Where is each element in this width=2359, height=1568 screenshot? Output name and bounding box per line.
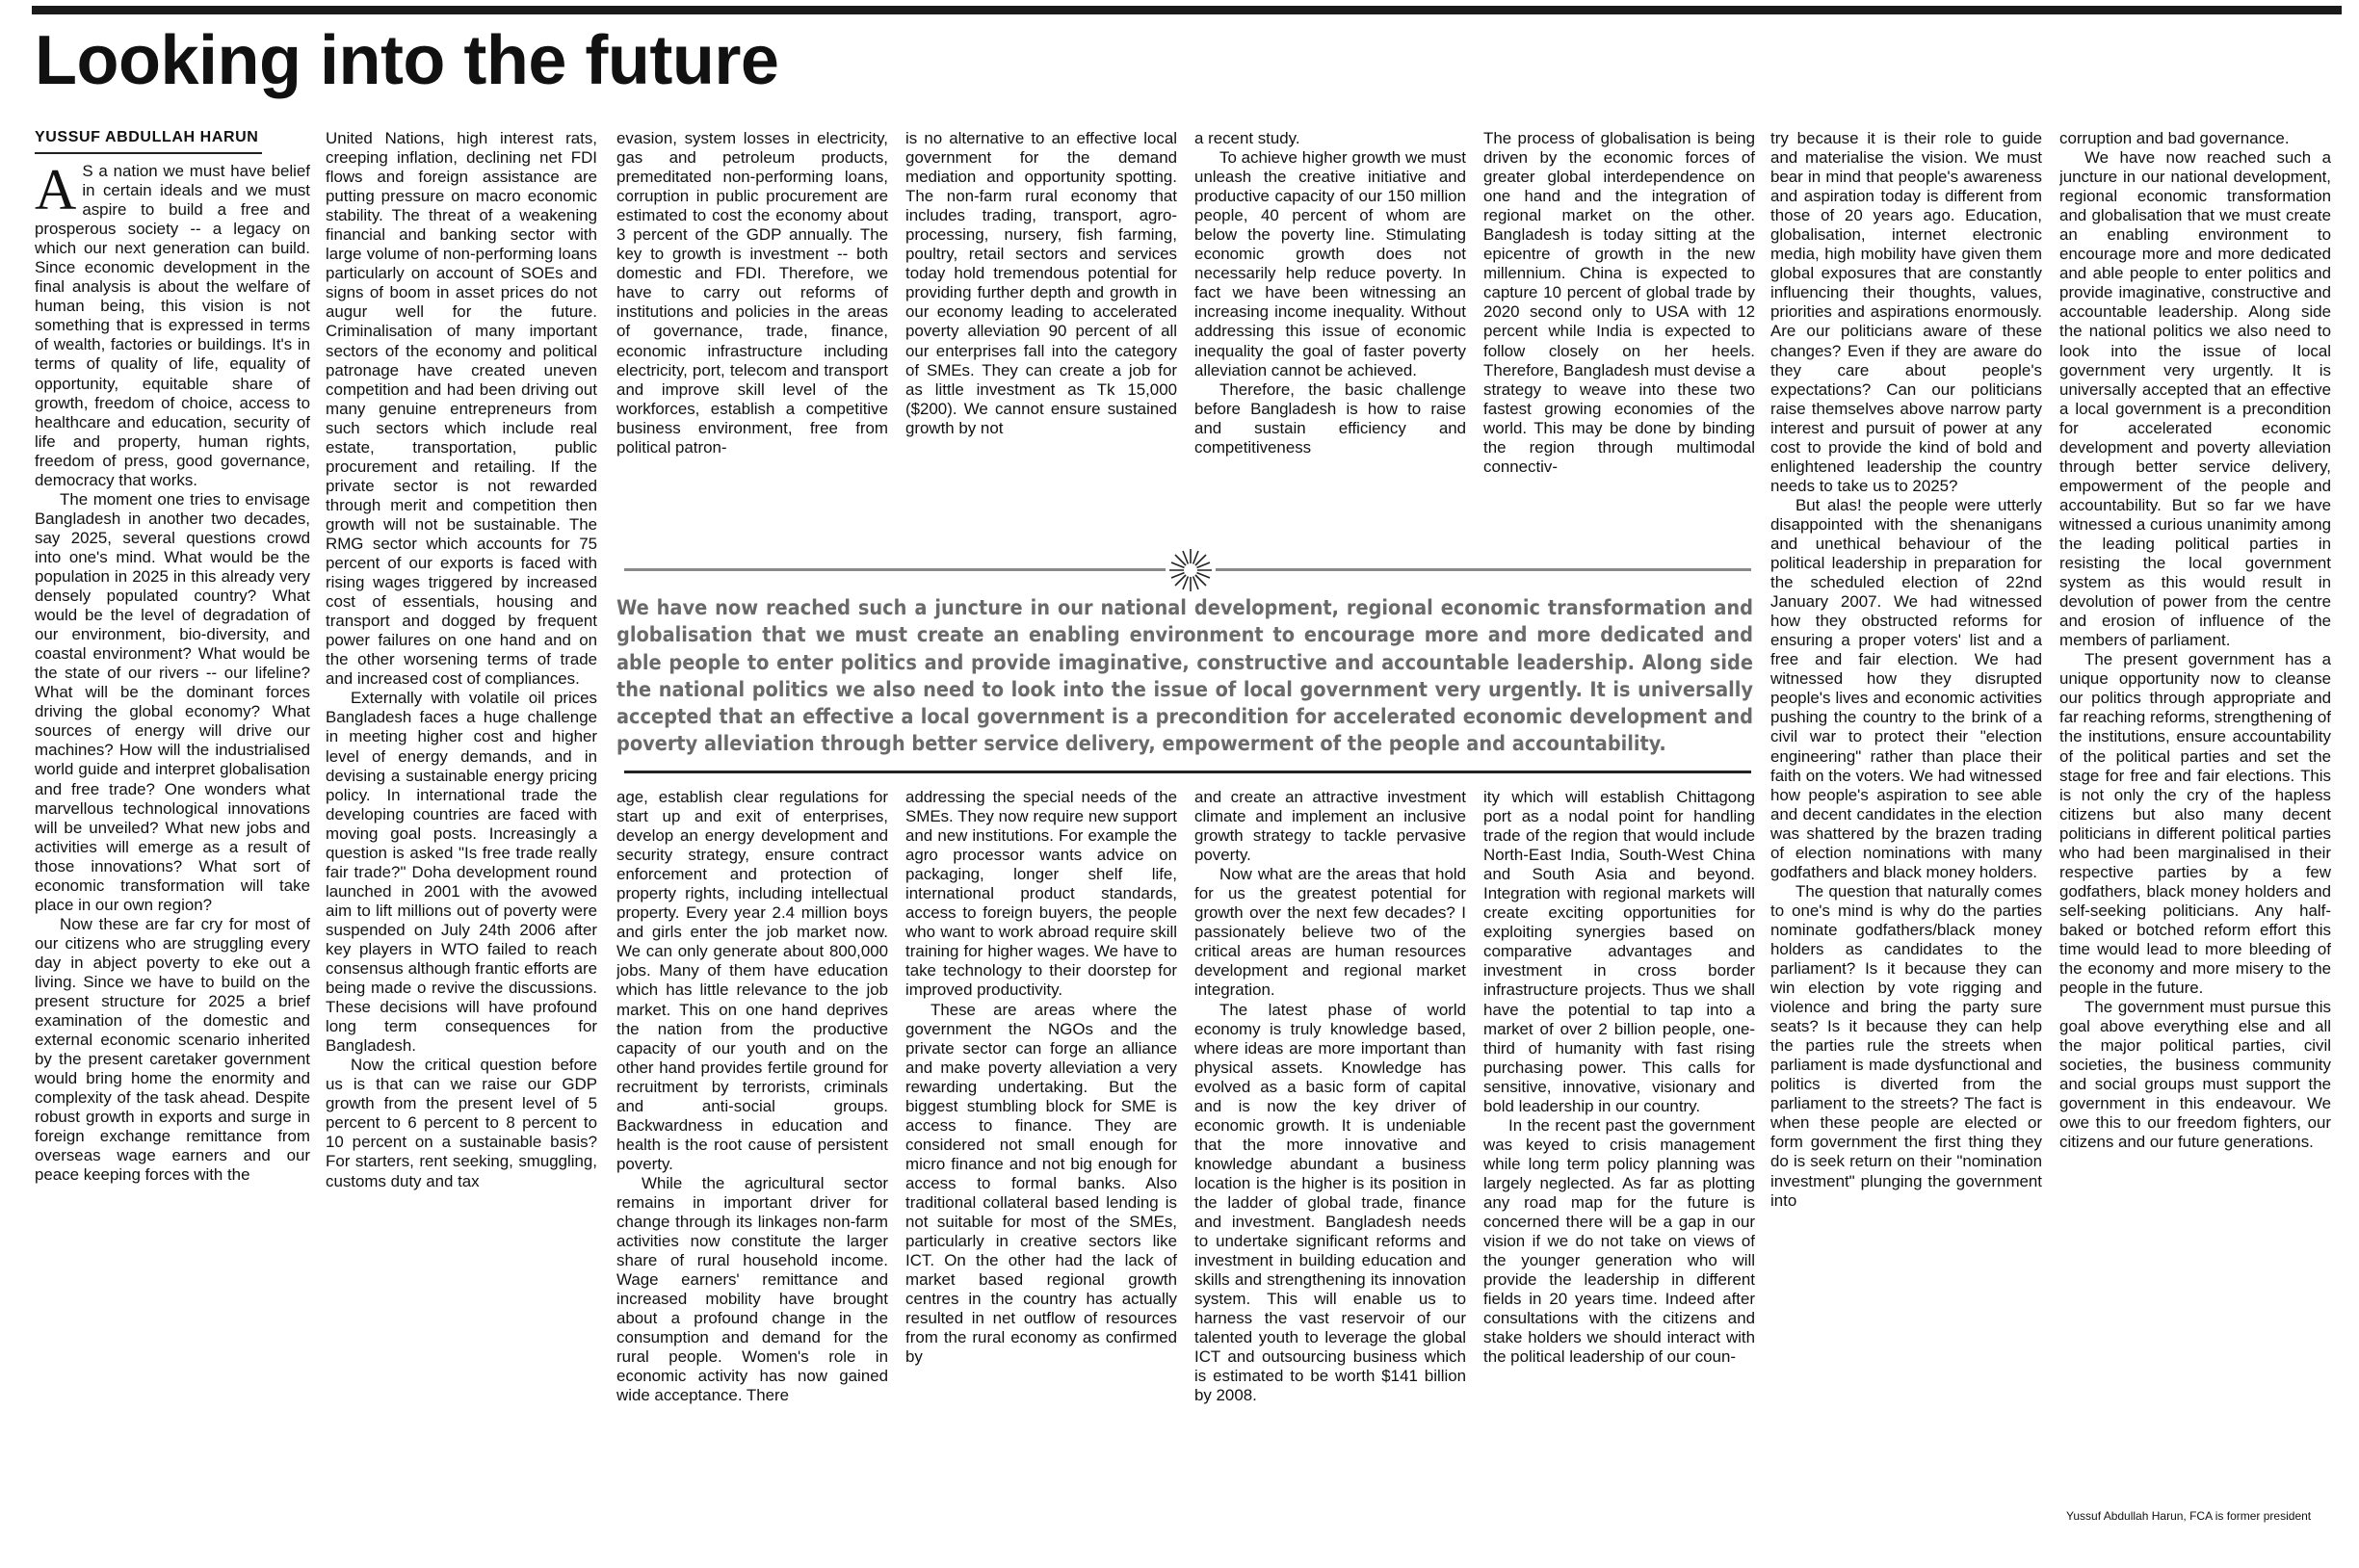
- paragraph: Externally with volatile oil prices Bangladesh faces a huge challenge in meeting higher cost and higher level of energy demands, and in devising a sustainable energy pricing policy. In international trade the developing countries are faced with moving goal posts. Increasingly a question is asked "Is free trade really fair trade?" Doha development round launched in 2001 with the avowed aim to lift millions out of poverty were suspended on July 24th 2006 after key players in WTO failed to reach consensus although frantic efforts are being made o revive the discussions. These decisions will have profound long term consequences for Bangladesh.: [326, 689, 597, 1056]
- pullquote-bottom-rule: [624, 771, 1751, 773]
- paragraph: Now these are far cry for most of our citizens who are struggling every day in abject poverty to eke out a living. Since we have to build on the present structure for 2025 a brief examination of the domestic and external economic scenario inherited by the present caretaker government would bring home the enormity and complexity of the task ahead. Despite robust growth in exports and surge in foreign exchange remittance from overseas wage earners and our peace keeping forces with the: [35, 914, 310, 1185]
- paragraph: But alas! the people were utterly disappointed with the shenanigans and unethical behaviour of the political leadership in preparation for the scheduled election of 22nd January 2007. We had witnessed how they obstructed reforms for ensuring a proper voters' list and a free and fair election. We had witnessed how they disrupted people's lives and economic activities pushing the country to the brink of a civil war to protect their "election engineering" rather than place their faith on the voters. We had witnessed how people's aspiration to see able and decent candidates in the election was shattered by the brazen trading of election nominations with many godfathers and black money holders.: [1770, 495, 2042, 881]
- paragraph: The present government has a unique opportunity now to cleanse our politics through appropriate and far reaching reforms, strengthening of the institutions, ensure accountability of the political parties and set the stage for free and fair elections. This is not only the cry of the hapless citizens but also many decent politicians in different political parties who had been marginalised in their respective parties by a few godfathers, black money holders and self-seeking politicians. Any half-baked or botched reform effort this time would lead to more bleeding of the economy and more misery to the people in the future.: [2059, 650, 2331, 998]
- paragraph: ity which will establish Chittagong port as a nodal point for handling trade of the region that would include North-East India, South-West China and South Asia and beyond. Integration with regional markets will create exciting opportunities for exploiting synergies based on comparative advantages and investment in cross border infrastructure projects. Thus we shall have the potential to tap into a market of over 2 billion people, one-third of humanity with fast rising purchasing power. This calls for sensitive, innovative, visionary and bold leadership in our country.: [1483, 788, 1755, 1115]
- paragraph: In the recent past the government was keyed to crisis management while long term policy planning was largely neglected. As far as plotting any road map for the future is concerned there will be a gap in our vision if we do not take on views of the younger generation who will provide the leadership in different fields in 20 years time. Indeed after consultations with the citizens and stake holders we should interact with the political leadership of our coun-: [1483, 1115, 1755, 1367]
- paragraph: corruption and bad governance.: [2059, 129, 2290, 147]
- paragraph: The process of globalisation is being driven by the economic forces of greater global interdependence on one hand and the integration of regional market on the other. Bangladesh is today sitting at the epicentre of growth in the new millennium. China is expected to capture 10 percent of global trade by 2020 second only to USA with 12 percent while India is expected to follow closely on her heels. Therefore, Bangladesh must devise a strategy to weave into these two fastest growing economies of the world. This may be done by binding the region through multimodal connectiv-: [1483, 129, 1755, 476]
- column-4-top: [905, 129, 1177, 537]
- column-6-bottom: [1483, 788, 1755, 1541]
- pull-quote: We have now reached such a juncture in our national development, regional economic transformation and globalisation that we must create an enabling environment to encourage more and more dedicated and able people to enter politics and provide imaginative, constructive and accountable leadership. Along side the national politics we also need to look into the issue of local government very urgently. It is universally accepted that an effective a local government is a precondition for accelerated economic development and poverty alleviation through better service delivery, empowerment of the people and accountability.: [616, 596, 1753, 757]
- paragraph: The latest phase of world economy is truly knowledge based, where ideas are more important than physical assets. Knowledge has evolved as a basic form of capital and is now the key driver of economic growth. It is undeniable that the more innovative and knowledge abundant a business location is the higher is its position in the ladder of global trade, finance and investment. Bangladesh needs to undertake significant reforms and investment in building education and skills and strengthening its innovation system. This will enable us to harness the vast reservoir of our talented youth to leverage the global ICT and outsourcing business which is estimated to be worth $141 billion by 2008.: [1194, 1000, 1466, 1405]
- paragraph: try because it is their role to guide and materialise the vision. We must bear in mind that people's awareness and aspiration today is different from those of 20 years ago. Education, globalisation, internet electronic media, high mobility have given them global exposures that are constantly influencing their thoughts, values, priorities and aspirations enormously. Are our politicians aware of these changes? Even if they are aware do they care about people's expectations? Can our politicians raise themselves above narrow party interest and pursuit of power at any cost to provide the kind of bold and enlightened leadership the country needs to take us to 2025?: [1770, 129, 2042, 495]
- paragraph: The government must pursue this goal above everything else and all the major political parties, civil societies, the business community and social groups must support the government in this endeavour. We owe this to our freedom fighters, our citizens and our future generations.: [2059, 998, 2331, 1152]
- column-5-bottom: [1194, 788, 1466, 1541]
- column-2: [326, 129, 597, 1541]
- headline: Looking into the future: [35, 22, 779, 99]
- byline: YUSSUF ABDULLAH HARUN: [35, 129, 262, 154]
- paragraph: Therefore, the basic challenge before Bangladesh is how to raise and sustain efficiency and competitiveness: [1194, 379, 1466, 457]
- column-6-top: [1483, 129, 1755, 537]
- column-3-top: [616, 129, 888, 537]
- paragraph: addressing the special needs of the SMEs. They now require new support and new institutions. For example the agro processor wants advice on packaging, longer shelf life, international product standards, access to foreign buyers, the people who want to work abroad require skill training for higher wages. We have to take technology to their doorstep for improved productivity.: [905, 788, 1177, 1000]
- author-tagline: Yussuf Abdullah Harun, FCA is former president: [2066, 1509, 2312, 1523]
- paragraph: We have now reached such a juncture in our national development, regional economic transformation and globalisation that we must create an enabling environment to encourage more and more dedicated and able people to enter politics and provide imaginative, constructive and accountable leadership. Along side the national politics we also need to look into the issue of local government very urgently. It is universally accepted that an effective a local government is a precondition for accelerated economic development and poverty alleviation through better service delivery, empowerment of the people and accountability. But so far we have witnessed a curious unanimity among the leading political parties in resisting the local government system as this would result in devolution of power from the centre and erosion of influence of the members of parliament.: [2059, 148, 2331, 650]
- paragraph: age, establish clear regulations for start up and exit of enterprises, develop an energy development and security strategy, ensure contract enforcement and protection of property rights, including intellectual property. Every year 2.4 million boys and girls enter the job market now. We can only generate about 800,000 jobs. Many of them have education which has little relevance to the job market. This on one hand deprives the nation from the productive capacity of our youth and on the other hand provides fertile ground for recruitment by terrorists, criminals and anti-social groups. Backwardness in education and health is the root cause of persistent poverty.: [616, 788, 888, 1173]
- column-4-bottom: [905, 788, 1177, 1541]
- paragraph: A S a nation we must have belief in certain ideals and we must aspire to build a free and prosperous society -- a legacy on which our next generation can build. Since economic development in the final analysis is about the welfare of human being, this vision is not something that is expressed in terms of wealth, factories or buildings. It's in terms of quality of life, equality of opportunity, equitable share of growth, freedom of choice, access to healthcare and education, security of life and property, human rights, freedom of press, good governance, democracy that works.: [35, 162, 310, 489]
- column-3-bottom: [616, 788, 888, 1541]
- paragraph: While the agricultural sector remains in important driver for change through its linkages non-farm activities now constitute the larger share of rural household income. Wage earners' remittance and increased mobility have brought about a profound change in the consumption and demand for the rural people. Women's role in economic activity has now gained wide acceptance. There: [616, 1173, 888, 1405]
- paragraph: evasion, system losses in electricity, gas and petroleum products, premeditated non-performing loans, corruption in public procurement are estimated to cost the economy about 3 percent of the GDP annually. The key to growth is investment -- both domestic and FDI. Therefore, we have to carry out reforms of institutions and policies in the areas of governance, trade, finance, economic infrastructure including electricity, port, telecom and transport and improve skill level of the workforces, establish a competitive business environment, free from political patron-: [616, 129, 888, 457]
- drop-cap: A: [35, 162, 77, 222]
- paragraph: These are areas where the government the NGOs and the private sector can forge an alliance and make poverty alleviation a very rewarding undertaking. But the biggest stumbling block for SME is access to finance. They are considered not small enough for micro finance and not big enough for access to formal banks. Also traditional collateral based lending is not suitable for most of the SMEs, particularly in creative sectors like ICT. On the other had the lack of market based regional growth centres in the country has actually resulted in net outflow of resources from the rural economy as confirmed by: [905, 1000, 1177, 1367]
- column-7: [1770, 129, 2042, 1541]
- column-8: [2059, 129, 2331, 1504]
- paragraph: Now what are the areas that hold for us the greatest potential for growth over the next few decades? I passionately believe two of the critical areas are human resources development and regional market integration.: [1194, 865, 1466, 1000]
- paragraph: a recent study.: [1194, 129, 1300, 147]
- paragraph: United Nations, high interest rats, creeping inflation, declining net FDI flows and foreign assistance are putting pressure on macro economic stability. The threat of a weakening financial and banking sector with large volume of non-performing loans particularly on account of SOEs and signs of boom in asset prices do not augur well for the future. Criminalisation of many important sectors of the economy and political patronage have created uneven competition and had been driving out many genuine entrepreneurs from such sectors which include real estate, transportation, public procurement and retailing. If the private sector is not rewarded through merit and competition then growth will not be sustainable. The RMG sector which accounts for 75 percent of our exports is faced with rising wages triggered by increased cost of essentials, housing and transport and dogged by frequent power failures on one hand and on the other worsening terms of trade and increased cost of compliances.: [326, 129, 597, 689]
- paragraph: The moment one tries to envisage Bangladesh in another two decades, say 2025, several questions crowd into one's mind. What would be the population in 2025 in this already very densely populated country? What would be the level of degradation of our environment, bio-diversity, and coastal environment? What would be the state of our rivers -- our lifeline? What will be the dominant forces driving the global economy? What sources of energy will drive our machines? How will the industrialised world guide and interpret globalisation and free trade? One wonders what marvellous technological innovations will be unveiled? What new jobs and activities will emerge as a result of those innovations? What sort of economic transformation will take place in our own region?: [35, 489, 310, 914]
- paragraph: is no alternative to an effective local government for the demand mediation and opportunity spotting. The non-farm rural economy that includes trading, transport, agro-processing, nursery, fish farming, poultry, retail sectors and services today hold tremendous potential for providing further depth and growth in our economy leading to accelerated poverty alleviation 90 percent of all our enterprises fall into the category of SMEs. They can create a job for as little investment as Tk 15,000 ($200). We cannot ensure sustained growth by not: [905, 129, 1177, 437]
- paragraph: To achieve higher growth we must unleash the creative initiative and productive capacity of our 150 million people, 40 percent of whom are below the poverty line. Stimulating economic growth does not necessarily help reduce poverty. In fact we have been witnessing an increasing income inequality. Without addressing this issue of economic inequality the goal of faster poverty alleviation cannot be achieved.: [1194, 148, 1466, 379]
- paragraph: The question that naturally comes to one's mind is why do the parties nominate godfathers/black money holders as candidates to the parliament? Is it because they can win election by vote rigging and violence and bring the party sure seats? Is it because they can help the parties rule the streets when parliament is made dysfunctional and politics is diverted from the parliament to the streets? The fact is when these people are elected or form government the first thing they do is seek return on their "nomination investment" plunging the government into: [1770, 881, 2042, 1210]
- column-1: [35, 162, 310, 1539]
- paragraph: Now the critical question before us is that can we raise our GDP growth from the present level of 5 percent to 6 percent to 8 percent to 10 percent on a sustainable basis? For starters, rent seeking, smuggling, customs duty and tax: [326, 1056, 597, 1190]
- column-5-top: [1194, 129, 1466, 537]
- paragraph: and create an attractive investment climate and implement an inclusive growth strategy to tackle pervasive poverty.: [1194, 788, 1466, 865]
- star-ornament-icon: [1166, 545, 1216, 595]
- top-rule: [32, 6, 2342, 14]
